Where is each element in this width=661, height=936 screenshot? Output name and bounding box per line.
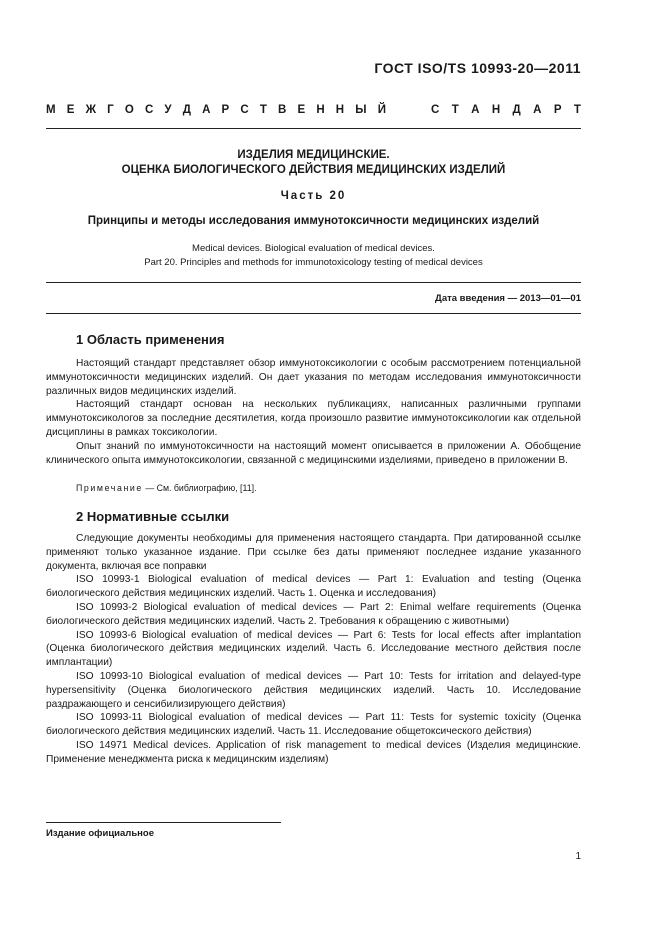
section-heading-normative-references: 2 Нормативные ссылки (76, 509, 230, 524)
banner-letter: Д (182, 104, 191, 116)
banner-letter: Р (221, 104, 230, 116)
reference-item: ISO 10993-11 Biological evaluation of medical devices — Part 11: Tests for systemic toxicity (Оценка биологического действия медицинских изделий. Часть 11. Исследование общетоксического действия) (46, 712, 581, 738)
banner-letter: Д (512, 104, 521, 116)
note-label: Примечание (76, 483, 143, 493)
reference-item: ISO 10993-2 Biological evaluation of medical devices — Part 2: Enimal welfare requirements (Оценка биологического действия медицинских изделий. Часть 2. Требования к обращению с животными) (46, 601, 581, 627)
document-title (46, 148, 581, 178)
section-scope-body (46, 357, 581, 467)
banner-letter: Ж (85, 104, 96, 116)
paragraph: Следующие документы необходимы для применения настоящего стандарта. При датированной ссылке применяют только указанное издание. При ссылке без даты применяют последнее издание указанного документа, включая все поправки (46, 533, 581, 572)
note-text: — См. библиографию, [11]. (142, 483, 257, 493)
footer-divider (46, 822, 281, 823)
document-code: ГОСТ ISO/TS 10993-20—2011 (374, 60, 581, 76)
reference-item: ISO 10993-1 Biological evaluation of medical devices — Part 1: Evaluation and testing (Оценка биологического действия медицинских изделий. Часть 1. Оценка и исследования) (46, 574, 581, 600)
banner-letter: Н (316, 104, 325, 116)
banner-letter: У (164, 104, 172, 116)
banner-letter: Т (451, 104, 459, 116)
document-subtitle: Принципы и методы исследования иммунотоксичности медицинских изделий (87, 215, 540, 227)
date-divider (46, 313, 581, 314)
note (76, 483, 257, 493)
banner-letter: А (533, 104, 542, 116)
section-references-body (46, 532, 581, 767)
header-divider (46, 128, 581, 129)
banner-letter: Й (377, 104, 386, 116)
standard-word (431, 104, 581, 116)
reference-item: ISO 10993-10 Biological evaluation of medical devices — Part 10: Tests for irritation and delayed-type hypersensitivity (Оценка биологического действия медицинских изделий. Часть 10. Исследование раздражающего и сенсибилизирующего действия) (46, 670, 581, 710)
introduction-date: Дата введения — 2013—01—01 (435, 293, 581, 304)
part-number: Часть 20 (280, 190, 347, 202)
banner-letter: Ы (355, 104, 367, 116)
banner-letter: Т (259, 104, 267, 116)
section-heading-scope: 1 Область применения (76, 332, 225, 347)
banner-letter: Т (573, 104, 581, 116)
banner-letter: С (240, 104, 249, 116)
english-title (46, 242, 581, 270)
page-number: 1 (575, 851, 581, 862)
banner-letter: О (124, 104, 134, 116)
reference-item: ISO 14971 Medical devices. Application of risk management to medical devices (Изделия медицинские. Применение менеджмента риска к медицинским изделиям) (46, 739, 581, 765)
english-title-line: Medical devices. Biological evaluation of medical devices. (192, 243, 435, 254)
english-title-line: Part 20. Principles and methods for immunotoxicology testing of medical devices (144, 257, 483, 268)
banner-letter: А (202, 104, 211, 116)
banner-letter: Е (297, 104, 306, 116)
banner-letter: Е (66, 104, 75, 116)
banner-letter: М (46, 104, 56, 116)
banner-letter: С (144, 104, 154, 116)
reference-item: ISO 10993-6 Biological evaluation of medical devices — Part 6: Tests for local effects after implantation (Оценка биологического действия медицинских изделий. Часть 6. Исследование местного действия после имплантации) (46, 629, 581, 669)
banner-letter: Г (107, 104, 114, 116)
banner-letter: Р (553, 104, 562, 116)
banner-letter: С (431, 104, 440, 116)
title-line: ОЦЕНКА БИОЛОГИЧЕСКОГО ДЕЙСТВИЯ МЕДИЦИНСКИХ ИЗДЕЛИЙ (121, 164, 506, 176)
interstate-word (46, 104, 386, 116)
title-line: ИЗДЕЛИЯ МЕДИЦИНСКИЕ. (237, 149, 390, 161)
official-edition-label: Издание официальное (46, 828, 154, 839)
banner-letter: Н (491, 104, 501, 116)
interstate-standard-banner (46, 104, 581, 116)
paragraph: Настоящий стандарт представляет обзор иммунотоксикологии с особым рассмотрением потенциальной иммунотоксичности медицинских изделий. Он дает указания по методам исследования иммунотоксичности различных видов медицинских изделий. (46, 358, 581, 397)
paragraph: Опыт знаний по иммунотоксичности на настоящий момент описывается в приложении А. Обобщение клинического опыта иммунотоксикологии, связанной с медицинскими изделиями, приведено в приложении В. (46, 440, 581, 466)
banner-letter: А (471, 104, 480, 116)
title-divider (46, 282, 581, 283)
banner-letter: Н (335, 104, 345, 116)
banner-letter: В (278, 104, 287, 116)
paragraph: Настоящий стандарт основан на нескольких публикациях, написанных различными группами иммунотоксикологов за последние десятилетия, когда произошло развитие иммунотоксикологии как отдельной дисциплины в рамках токсикологии. (46, 399, 581, 438)
